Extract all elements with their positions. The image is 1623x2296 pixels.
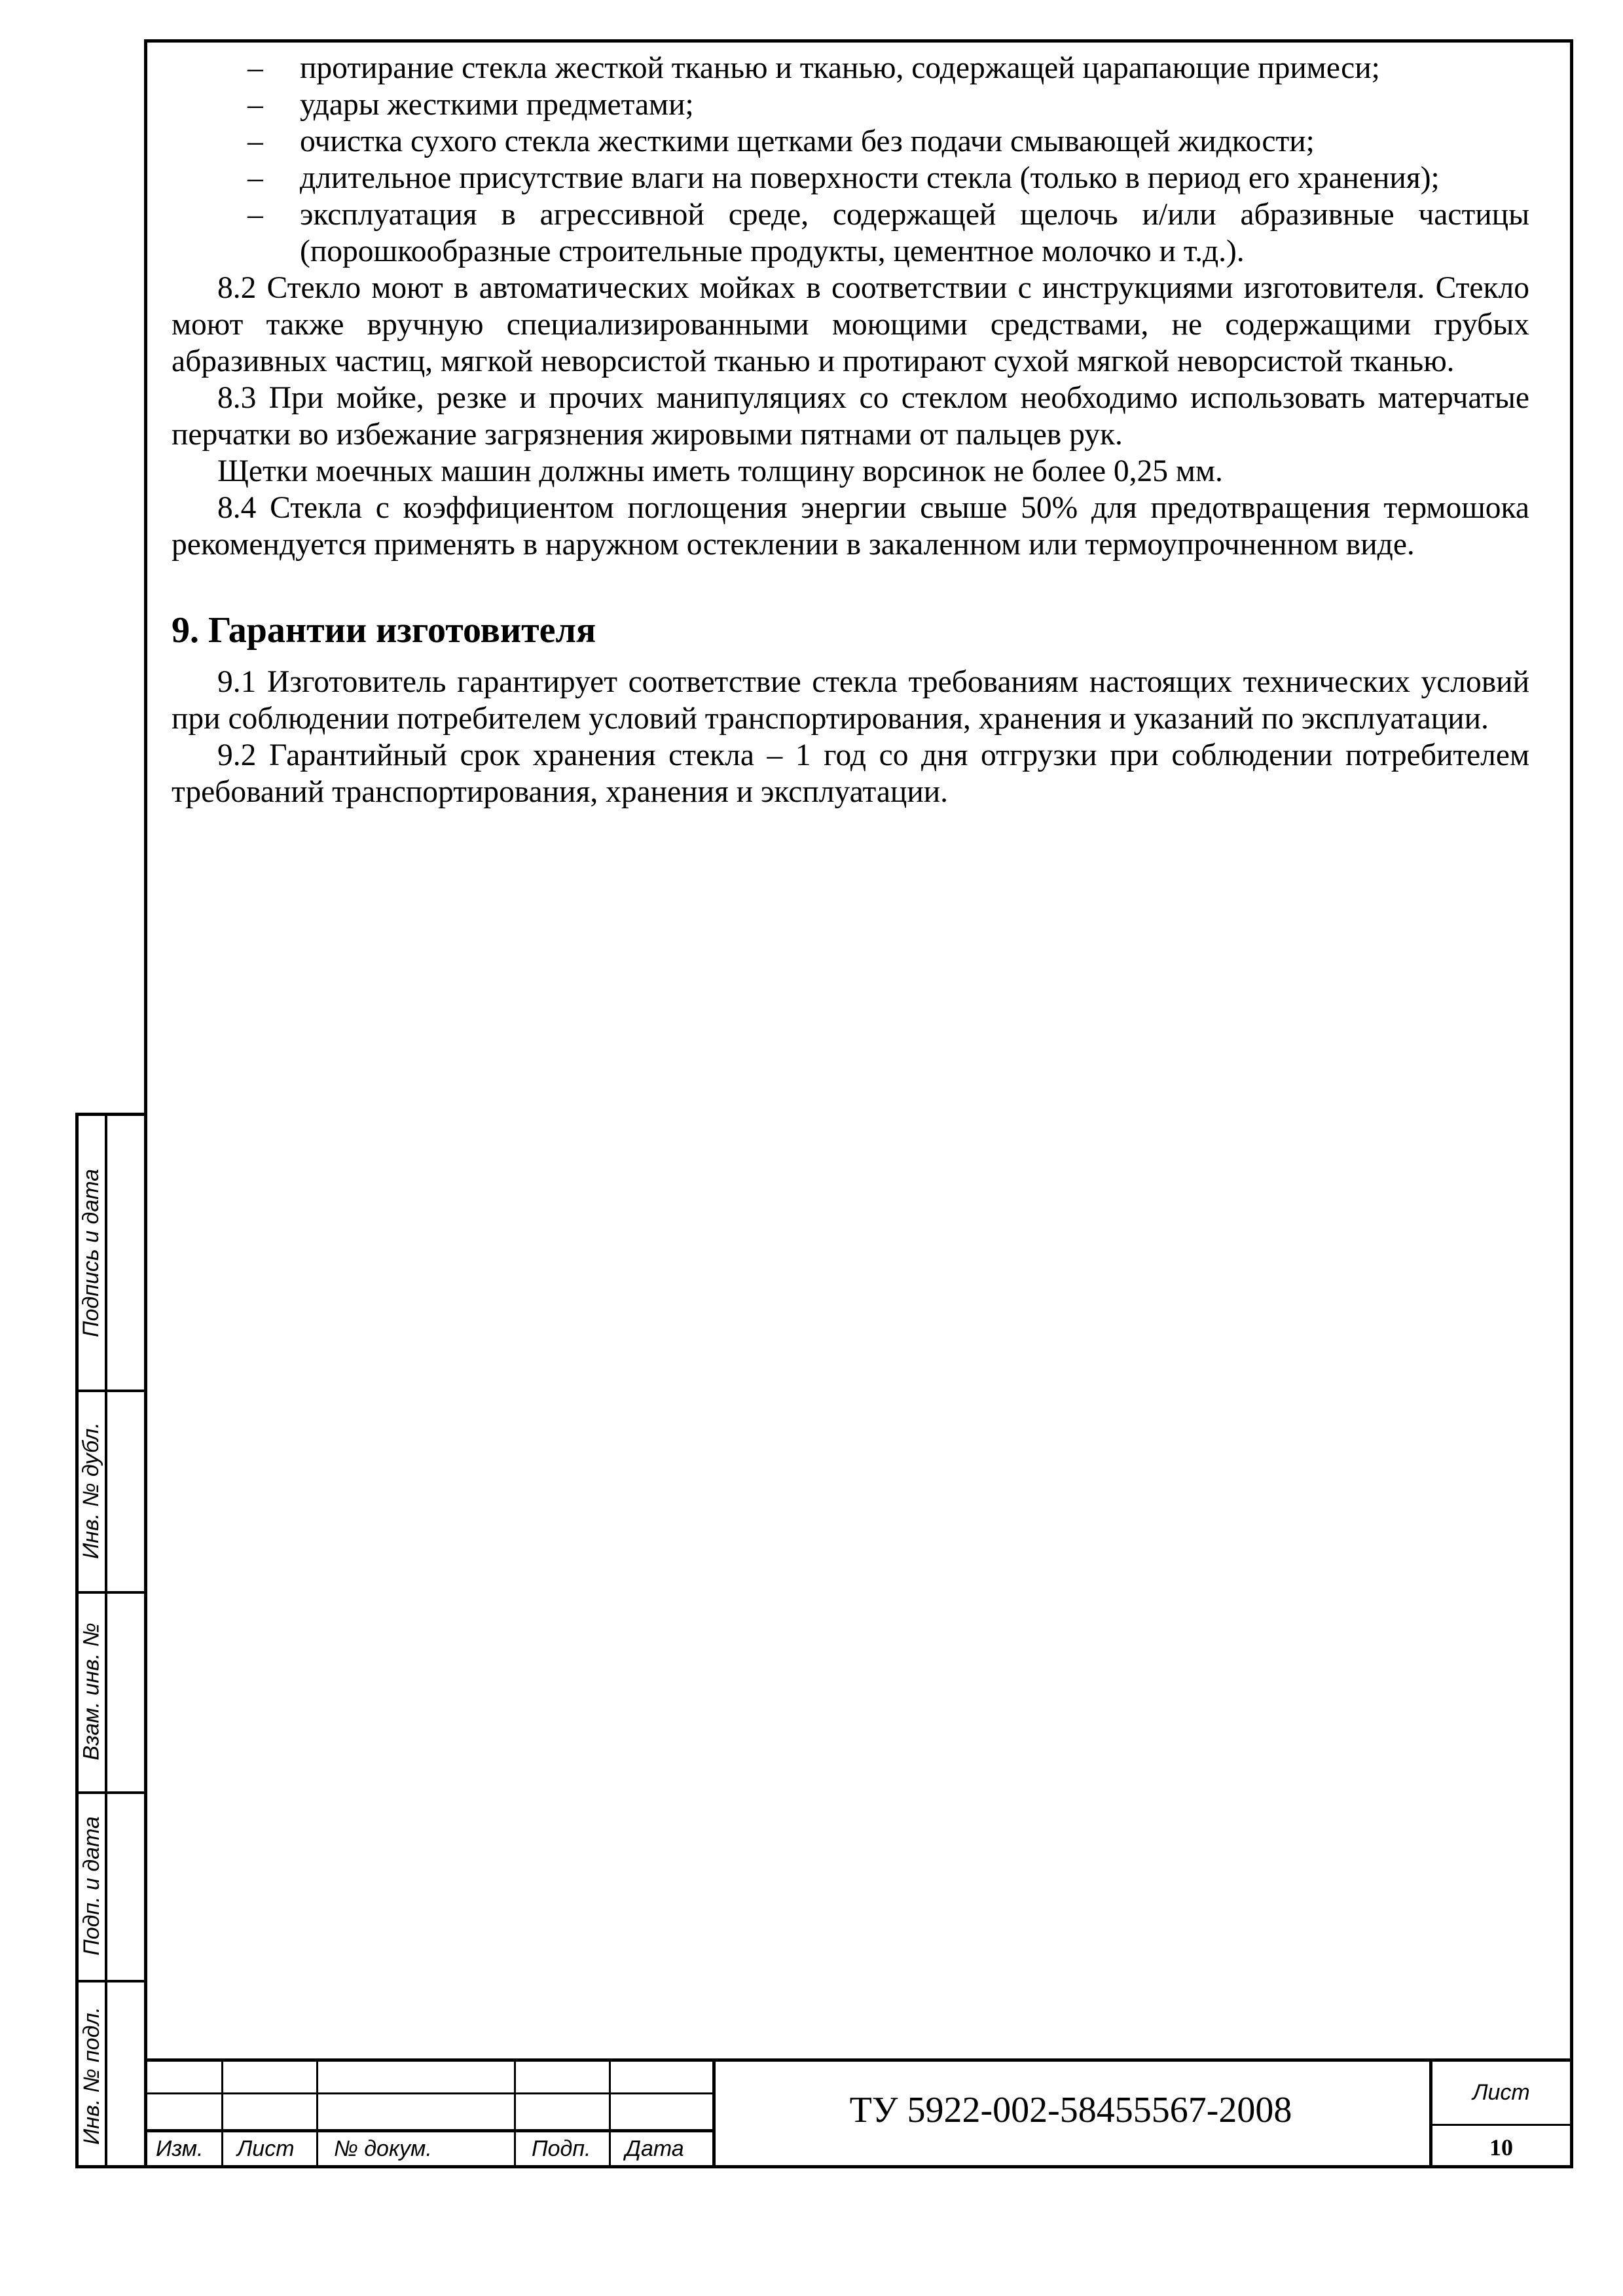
stamp-divider	[105, 1116, 107, 2165]
title-block-line	[609, 2058, 611, 2168]
document-code: ТУ 5922-002-58455567-2008	[849, 2090, 1292, 2130]
paragraph-8-2: 8.2 Стекло моют в автоматических мойках в соответствии с инструкциями изготовителя. Стекло моют также вручную специализированными моющими средствами, не содержащими грубых абразивных частиц, мягкой неворсистой тканью и протирают сухой мягкой неворсистой тканью.	[172, 271, 1529, 378]
title-block-line	[144, 2092, 714, 2094]
title-block	[144, 2058, 1573, 2168]
title-block-line	[144, 2058, 1573, 2062]
section-heading: 9. Гарантии изготовителя	[172, 610, 596, 651]
paragraph-brushes: Щетки моечных машин должны иметь толщину ворсинок не более 0,25 мм.	[217, 454, 1223, 488]
list-item: – длительное присутствие влаги на поверхности стекла (только в период его хранения);	[247, 161, 1440, 195]
list-item: – эксплуатация в агрессивной среде, содержащей щелочь и/или абразивные частицы (порошкообразные строительные продукты, цементное молочко и т.д.).	[247, 198, 1529, 268]
title-block-line	[221, 2058, 223, 2168]
col-sign-label: Подп.	[532, 2136, 591, 2161]
paragraph-8-4: 8.4 Стекла с коэффициентом поглощения энергии свыше 50% для предотвращения термошока рекомендуется применять в наружном остеклении в закаленном или термоупрочненном виде.	[172, 491, 1529, 562]
list-item: – удары жесткими предметами;	[247, 88, 694, 122]
sheet-label: Лист	[1472, 2080, 1530, 2105]
bullet-list	[172, 50, 1529, 270]
side-stamp	[75, 1113, 144, 2168]
stamp-orig-inv: Инв. № подл.	[79, 2007, 104, 2145]
sheet-number: 10	[1489, 2134, 1513, 2161]
stamp-sign-date-2: Подп. и дата	[79, 1816, 104, 1956]
col-sheet-label: Лист	[237, 2136, 295, 2161]
paragraph-8-3: 8.3 При мойке, резке и прочих манипуляциях со стеклом необходимо использовать матерчатые перчатки во избежание загрязнения жировыми пятнами от пальцев рук.	[172, 381, 1529, 452]
stamp-sign-date: Подпись и дата	[79, 1168, 104, 1337]
col-doc-label: № докум.	[334, 2136, 432, 2161]
col-change-label: Изм.	[156, 2136, 204, 2161]
title-block-line	[514, 2058, 516, 2168]
stamp-dup-inv: Инв. № дубл.	[79, 1422, 104, 1559]
paragraph-9-2: 9.2 Гарантийный срок хранения стекла – 1 год со дня отгрузки при соблюдении потребителем требований транспортирования, хранения и эксплуатации.	[172, 738, 1529, 809]
title-block-line	[316, 2058, 318, 2168]
paragraph-9-1: 9.1 Изготовитель гарантирует соответствие стекла требованиям настоящих технических условий при соблюдении потребителем условий транспортирования, хранения и указаний по эксплуатации.	[172, 665, 1529, 736]
list-item: – протирание стекла жесткой тканью и тканью, содержащей царапающие примеси;	[247, 51, 1380, 85]
title-block-line	[144, 2129, 714, 2132]
col-date-label: Дата	[625, 2136, 684, 2161]
document-body	[172, 50, 1529, 810]
list-item: – очистка сухого стекла жесткими щетками без подачи смывающей жидкости;	[247, 124, 1315, 158]
title-block-line	[1429, 2124, 1573, 2126]
stamp-replace-inv: Взам. инв. №	[79, 1622, 104, 1761]
